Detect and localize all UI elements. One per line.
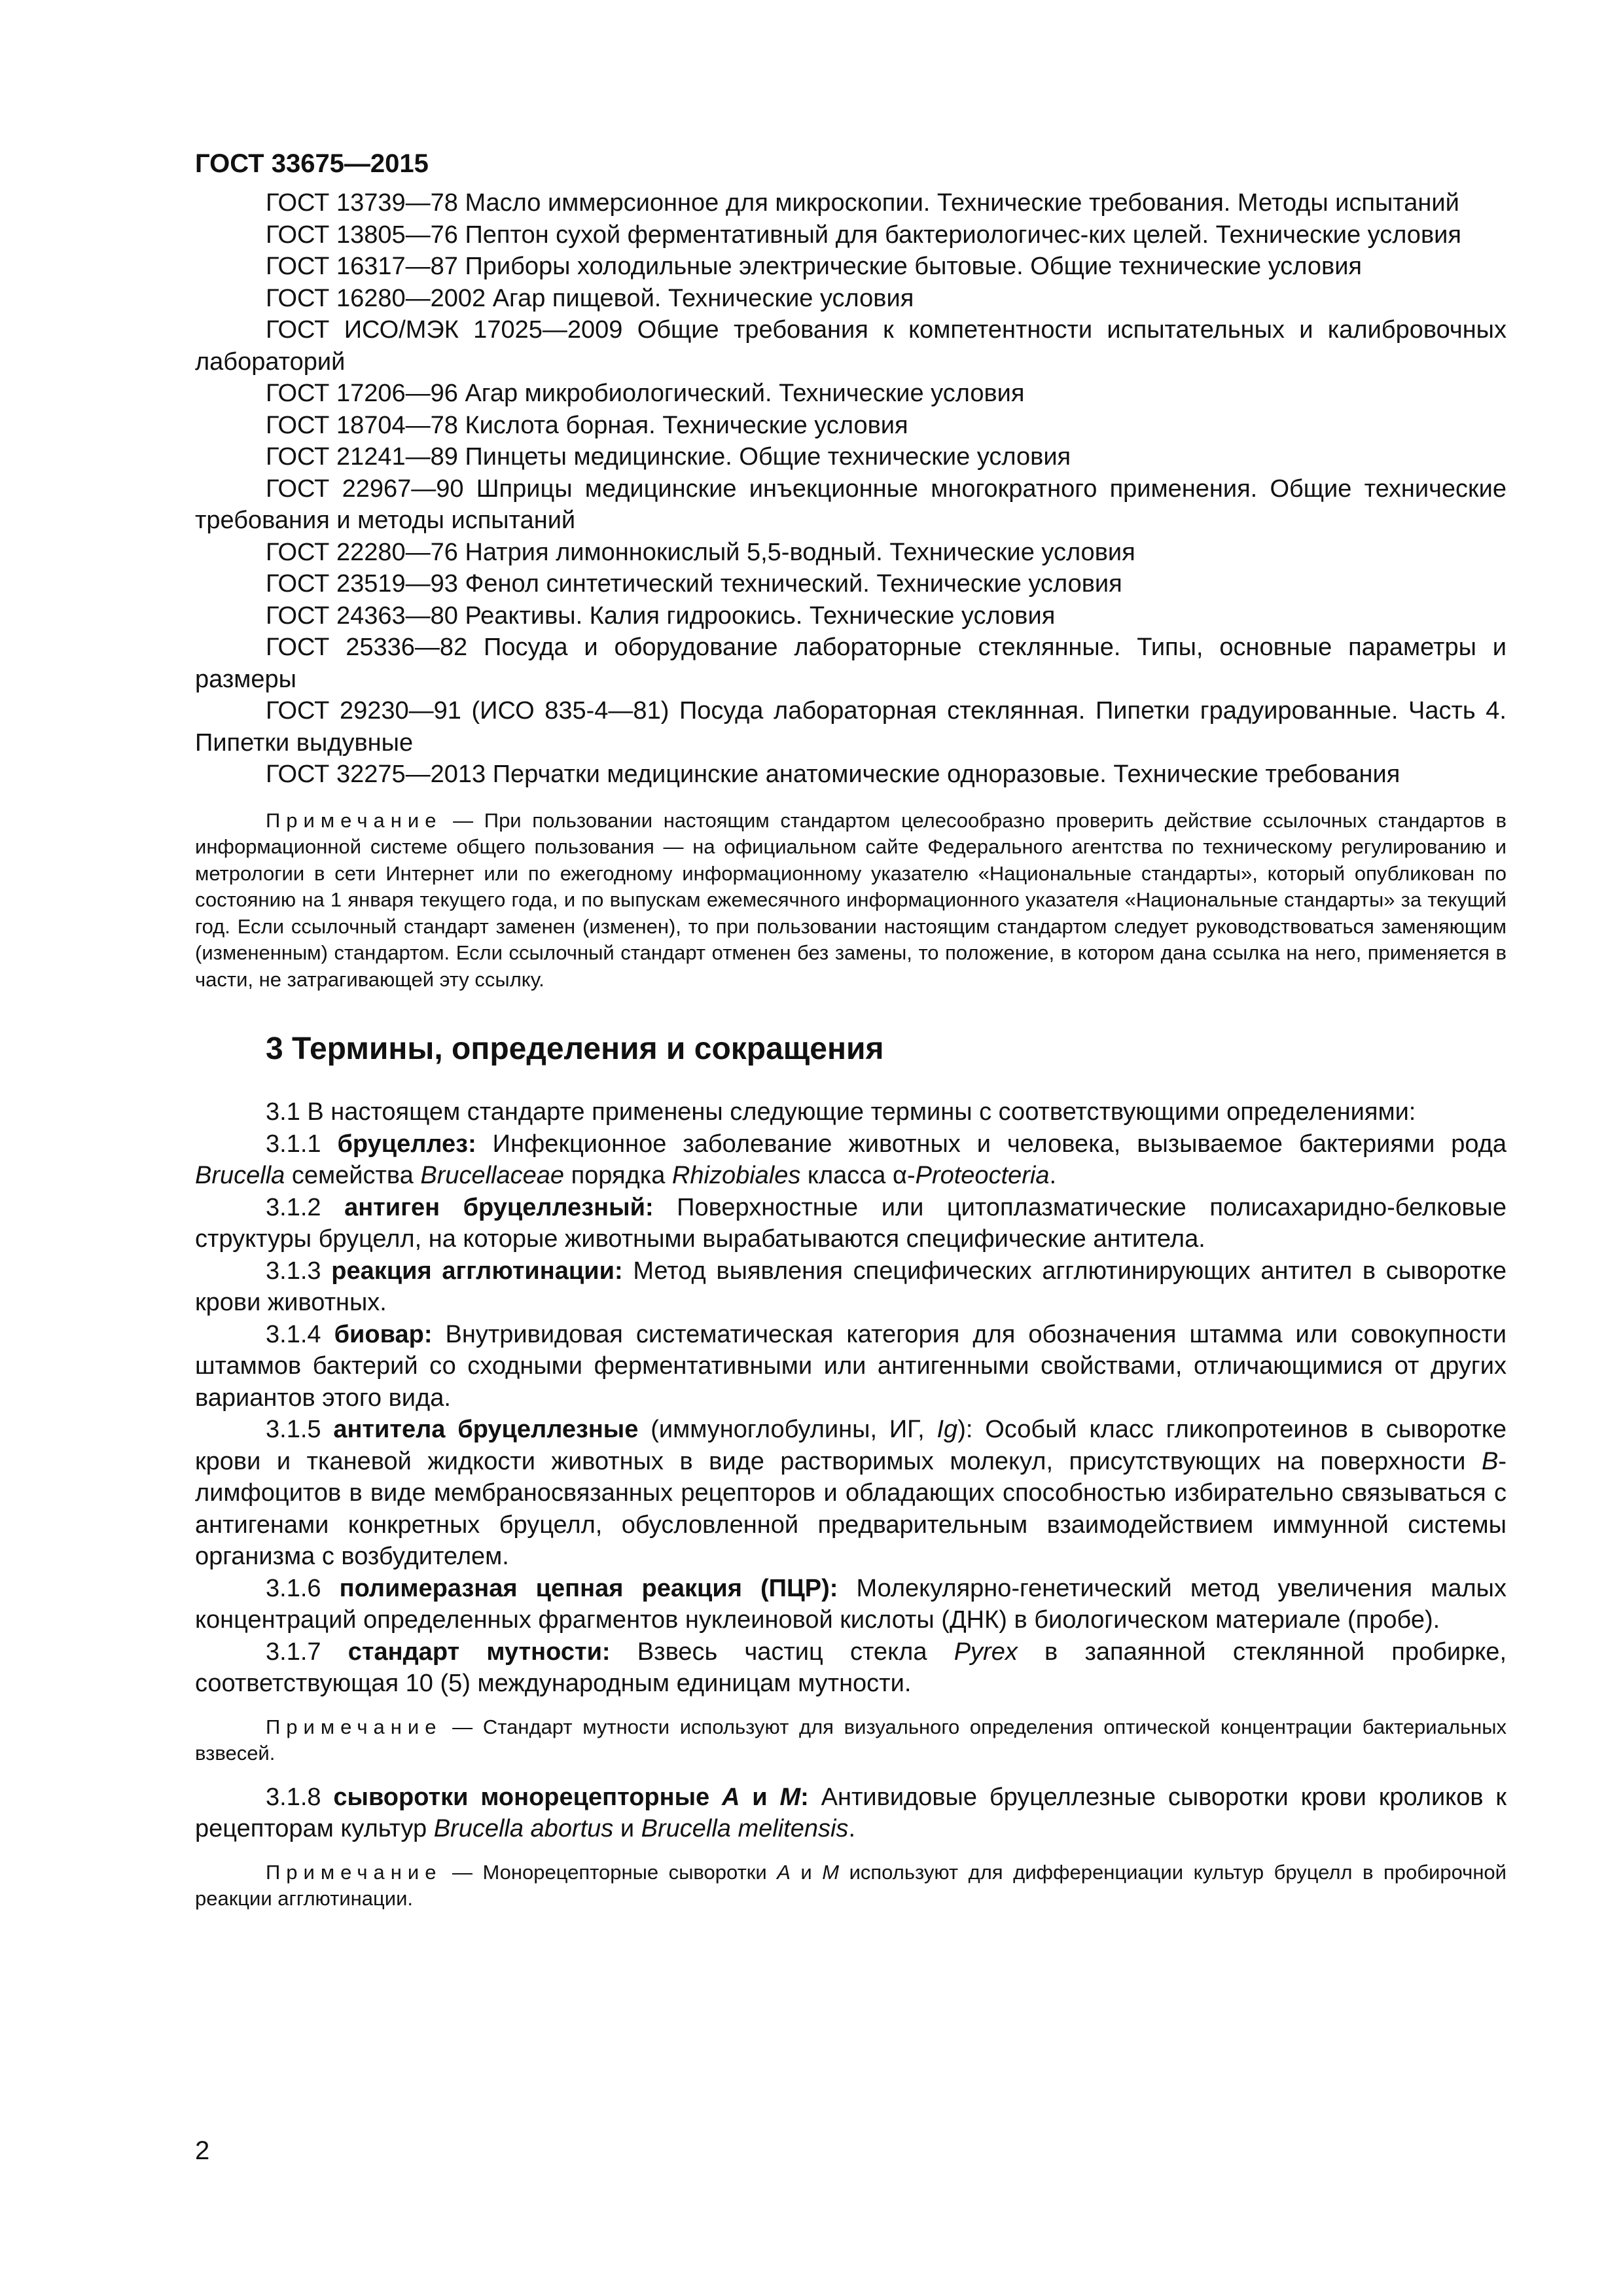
term-latin: Brucella: [195, 1162, 285, 1189]
term-3-1-1: [195, 1128, 1507, 1192]
document-page: [195, 148, 1507, 1912]
term-definition: и: [613, 1815, 641, 1842]
term-3-1-7: [195, 1636, 1507, 1700]
reference-item: ГОСТ 13739—78 Масло иммерсионное для микроскопии. Технические требования. Методы испытаний: [266, 189, 1459, 217]
term-definition: Антивидовые бруцеллезные сыворотки крови кроликов к рецепторам культур: [195, 1783, 1507, 1842]
term-latin: Rhizobiales: [671, 1162, 801, 1189]
note-label: Примечание: [266, 1860, 442, 1884]
term-latin: В: [1481, 1447, 1499, 1475]
reference-item: ГОСТ 17206—96 Агар микробиологический. Технические условия: [266, 380, 1025, 407]
note-text: — Монорецепторные сыворотки: [442, 1860, 777, 1884]
term-number: 3.1.5: [266, 1416, 334, 1443]
reference-item: ГОСТ ИСО/МЭК 17025—2009 Общие требования к компетентности испытательных и калибровочных лабораторий: [195, 316, 1507, 376]
term-name-italic: А: [722, 1783, 740, 1811]
note-text: — При пользовании настоящим стандартом целесообразно проверить действие ссылочных стандартов в информационной системе общего пользования — на официальном сайте Федерального агентства по техническому регулированию и метрологии в сети Интернет или по ежегодному информационному указателю «Национальные стандарты», который опубликован по состоянию на 1 января текущего года, и по выпускам ежемесячного информационного указателя «Национальные стандарты» за текущий год. Если ссылочный стандарт заменен (изменен), то при пользовании настоящим стандартом следует руководствоваться заменяющим (измененным) стандартом. Если ссылочный стандарт отменен без замены, то положение, в котором дана ссылка на него, применяется в части, не затрагивающей эту ссылку.: [195, 808, 1507, 991]
reference-item: ГОСТ 25336—82 Посуда и оборудование лабораторные стеклянные. Типы, основные параметры и размеры: [195, 634, 1507, 693]
term-definition: порядка: [564, 1162, 672, 1189]
note-monoreceptor: [195, 1859, 1507, 1912]
term-name: реакция агглютинации:: [331, 1257, 623, 1285]
term-definition: .: [848, 1815, 855, 1842]
reference-item: ГОСТ 16280—2002 Агар пищевой. Технические условия: [266, 284, 914, 312]
term-latin: Brucella abortus: [433, 1815, 614, 1842]
term-number: 3.1.2: [266, 1193, 345, 1221]
term-definition: в запаянной стеклянной пробирке, соответствующая 10 (5) международным единицам мутности.: [195, 1638, 1507, 1697]
section-title: 3 Термины, определения и сокращения: [266, 1031, 884, 1066]
note-text: используют для дифференциации культур бруцелл в пробирочной реакции агглютинации.: [195, 1860, 1507, 1910]
term-definition: Взвесь частиц стекла: [610, 1638, 954, 1666]
note-text-italic: А: [777, 1860, 791, 1884]
note-turbidity: [195, 1714, 1507, 1767]
term-number: 3.1.3: [266, 1257, 332, 1285]
reference-item: ГОСТ 23519—93 Фенол синтетический технический. Технические условия: [266, 570, 1122, 598]
note-text: и: [790, 1860, 823, 1884]
note-text-italic: М: [822, 1860, 840, 1884]
term-definition: -лимфоцитов в виде мембраносвязанных рецепторов и обладающих способностью избирательно связываться с антигенами конкретных бруцелл, обусловленной предварительным взаимодействием иммунной системы организма с возбудителем.: [195, 1447, 1507, 1570]
reference-item: ГОСТ 32275—2013 Перчатки медицинские анатомические одноразовые. Технические требования: [266, 761, 1400, 788]
term-definition: семейства: [285, 1162, 421, 1189]
term-number: 3.1.7: [266, 1638, 348, 1666]
term-3-1-2: [195, 1192, 1507, 1255]
term-latin: Brucellaceae: [420, 1162, 565, 1189]
term-name: :: [800, 1783, 809, 1811]
term-name: биовар:: [334, 1320, 433, 1348]
term-definition: Внутривидовая систематическая категория для обозначения штамма или совокупности штаммов бактерий со сходными ферментативными или антигенными свойствами, отличающимися от других вариантов этого вида.: [195, 1320, 1507, 1412]
page-number: 2: [195, 2136, 210, 2165]
term-definition: Молекулярно-генетический метод увеличения малых концентраций определенных фрагментов нуклеиновой кислоты (ДНК) в биологическом материале (пробе).: [195, 1574, 1507, 1634]
note-label: Примечание: [266, 808, 442, 832]
note-references: [195, 808, 1507, 994]
reference-item: ГОСТ 29230—91 (ИСО 835-4—81) Посуда лабораторная стеклянная. Пипетки градуированные. Часть 4. Пипетки выдувные: [195, 697, 1507, 757]
term-number: 3.1.6: [266, 1574, 340, 1602]
term-3-1-4: [195, 1319, 1507, 1414]
term-definition: (иммуноглобулины, ИГ,: [638, 1416, 937, 1443]
term-definition: Метод выявления специфических агглютинирующих антител в сыворотке крови животных.: [195, 1257, 1507, 1316]
term-definition: ): Особый класс гликопротеинов в сыворотке крови и тканевой жидкости животных в виде растворимых молекул, присутствующих на поверхности: [195, 1416, 1507, 1475]
term-number: 3.1.8: [266, 1783, 334, 1811]
term-latin: Brucella melitensis: [641, 1815, 849, 1842]
term-name: антиген бруцеллезный:: [344, 1193, 654, 1221]
term-latin: Pyrex: [954, 1638, 1018, 1666]
term-3-1-3: [195, 1255, 1507, 1319]
note-text: — Стандарт мутности используют для визуального определения оптической концентрации бактериальных взвесей.: [195, 1715, 1507, 1765]
reference-item: ГОСТ 24363—80 Реактивы. Калия гидроокись. Технические условия: [266, 601, 1056, 630]
note-label: Примечание: [266, 1715, 442, 1738]
term-name: полимеразная цепная реакция (ПЦР):: [339, 1574, 838, 1602]
term-number: 3.1.4: [266, 1320, 334, 1348]
term-name-italic: М: [779, 1783, 801, 1811]
term-definition: Инфекционное заболевание животных и человека, вызываемое бактериями рода: [476, 1130, 1507, 1158]
document-header-code: ГОСТ 33675—2015: [195, 149, 429, 178]
term-name: сыворотки монорецепторные: [333, 1783, 722, 1811]
term-3-1-8: [195, 1782, 1507, 1845]
reference-item: ГОСТ 22280—76 Натрия лимоннокислый 5,5-водный. Технические условия: [266, 538, 1135, 566]
term-name: и: [740, 1783, 780, 1811]
term-3-1-6: [195, 1573, 1507, 1636]
references-list: [195, 187, 1507, 791]
reference-item: ГОСТ 16317—87 Приборы холодильные электрические бытовые. Общие технические условия: [266, 253, 1363, 280]
reference-item: ГОСТ 18704—78 Кислота борная. Технические условия: [266, 411, 908, 439]
term-number: 3.1.1: [266, 1130, 338, 1158]
term-name: антитела бруцеллезные: [333, 1416, 639, 1443]
term-name: бруцеллез:: [337, 1130, 476, 1158]
reference-item: ГОСТ 22967—90 Шприцы медицинские инъекционные многократного применения. Общие технические требования и методы испытаний: [195, 475, 1507, 534]
term-3-1-5: [195, 1414, 1507, 1573]
term-definition: класса α-: [800, 1162, 916, 1189]
term-definition: Поверхностные или цитоплазматические полисахаридно-белковые структуры бруцелл, на которые животными вырабатываются специфические антитела.: [195, 1193, 1507, 1253]
term-name: стандарт мутности:: [348, 1638, 611, 1666]
reference-item: ГОСТ 21241—89 Пинцеты медицинские. Общие технические условия: [266, 443, 1071, 471]
term-definition: .: [1049, 1162, 1057, 1189]
term-latin: Ig: [936, 1416, 958, 1443]
term-latin: Proteocteria: [915, 1162, 1050, 1189]
reference-item: ГОСТ 13805—76 Пептон сухой ферментативный для бактериологичес-ких целей. Технические условия: [266, 221, 1461, 249]
term-intro: 3.1 В настоящем стандарте применены следующие термины с соответствующими определениями:: [266, 1098, 1416, 1126]
